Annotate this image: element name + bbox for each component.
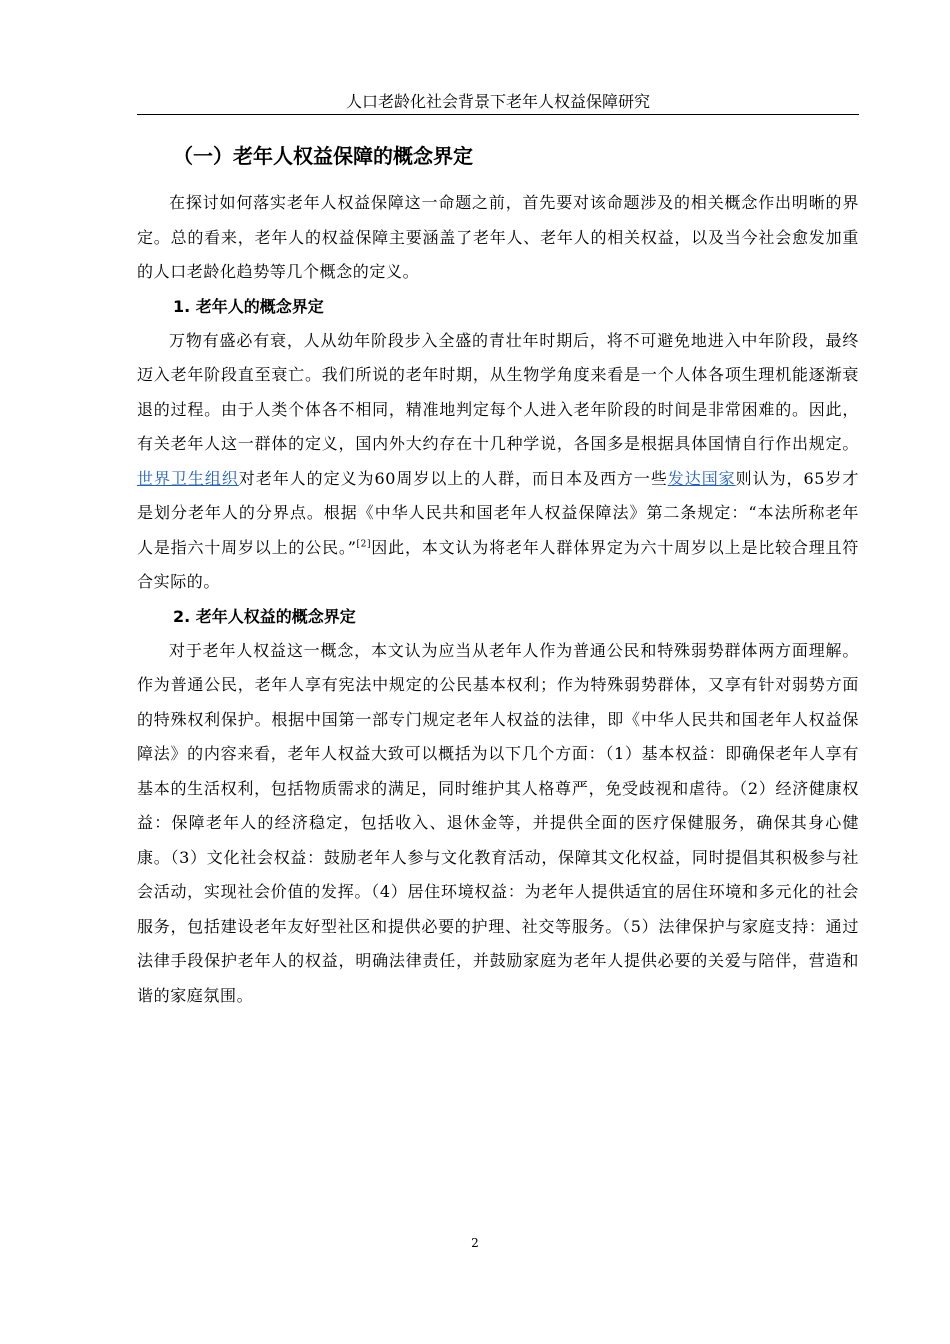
section-title: （一）老年人权益保障的概念界定: [173, 144, 473, 168]
subsection-title-elderly-definition: 1. 老年人的概念界定: [173, 296, 324, 316]
page-content: [137, 140, 859, 1013]
intro-paragraph: 在探讨如何落实老年人权益保障这一命题之前，首先要对该命题涉及的相关概念作出明晰的界定。总的看来，老年人的权益保障主要涵盖了老年人、老年人的相关权益，以及当今社会愈发加重的人口老龄化趋势等几个概念的定义。: [137, 193, 859, 281]
who-link[interactable]: 世界卫生组织: [137, 468, 239, 488]
elderly-rights-paragraph: 对于老年人权益这一概念，本文认为应当从老年人作为普通公民和特殊弱势群体两方面理解。作为普通公民，老年人享有宪法中规定的公民基本权利；作为特殊弱势群体，又享有针对弱势方面的特殊权利保护。根据中国第一部专门规定老年人权益的法律，即《中华人民共和国老年人权益保障法》的内容来看，老年人权益大致可以概括为以下几个方面：（1）基本权益：即确保老年人享有基本的生活权利，包括物质需求的满足，同时维护其人格尊严，免受歧视和虐待。（2）经济健康权益：保障老年人的经济稳定，包括收入、退休金等，并提供全面的医疗保健服务，确保其身心健康。（3）文化社会权益：鼓励老年人参与文化教育活动，保障其文化权益，同时提倡其积极参与社会活动，实现社会价值的发挥。（4）居住环境权益：为老年人提供适宜的居住环境和多元化的社会服务，包括建设老年友好型社区和提供必要的护理、社交等服务。（5）法律保护与家庭支持：通过法律手段保护老年人的权益，明确法律责任，并鼓励家庭为老年人提供必要的关爱与陪伴，营造和谐的家庭氛围。: [137, 640, 859, 1005]
paragraph-text: 万物有盛必有衰，人从幼年阶段步入全盛的青壮年时期后，将不可避免地进入中年阶段，最终迈入老年阶段直至衰亡。我们所说的老年时期，从生物学角度来看是一个人体各项生理机能逐渐衰退的过程。由于人类个体各不相同，精准地判定每个人进入老年阶段的时间是非常困难的。因此，有关老年人这一群体的定义，国内外大约存在十几种学说，各国多是根据具体国情自行作出规定。: [137, 330, 859, 453]
running-header: 人口老龄化社会背景下老年人权益保障研究: [137, 90, 859, 115]
page-number: 2: [471, 1236, 479, 1250]
subsection-title-elderly-rights: 2. 老年人权益的概念界定: [173, 606, 356, 626]
elderly-definition-paragraph: [137, 324, 859, 600]
paragraph-text: 则认为，65岁才是划分老年人的分界点。根据《中华人民共和国老年人权益保障法》第二条规定：“本法所称老年人是指六十周岁以上的公民。”: [137, 468, 859, 557]
paragraph-text: 因此，本文认为将老年人群体界定为六十周岁以上是比较合理且符合实际的。: [137, 537, 859, 591]
developed-countries-link[interactable]: 发达国家: [667, 468, 736, 488]
paragraph-text: 对老年人的定义为60周岁以上的人群，而日本及西方一些: [238, 468, 668, 488]
reference-marker: [2]: [356, 539, 372, 550]
